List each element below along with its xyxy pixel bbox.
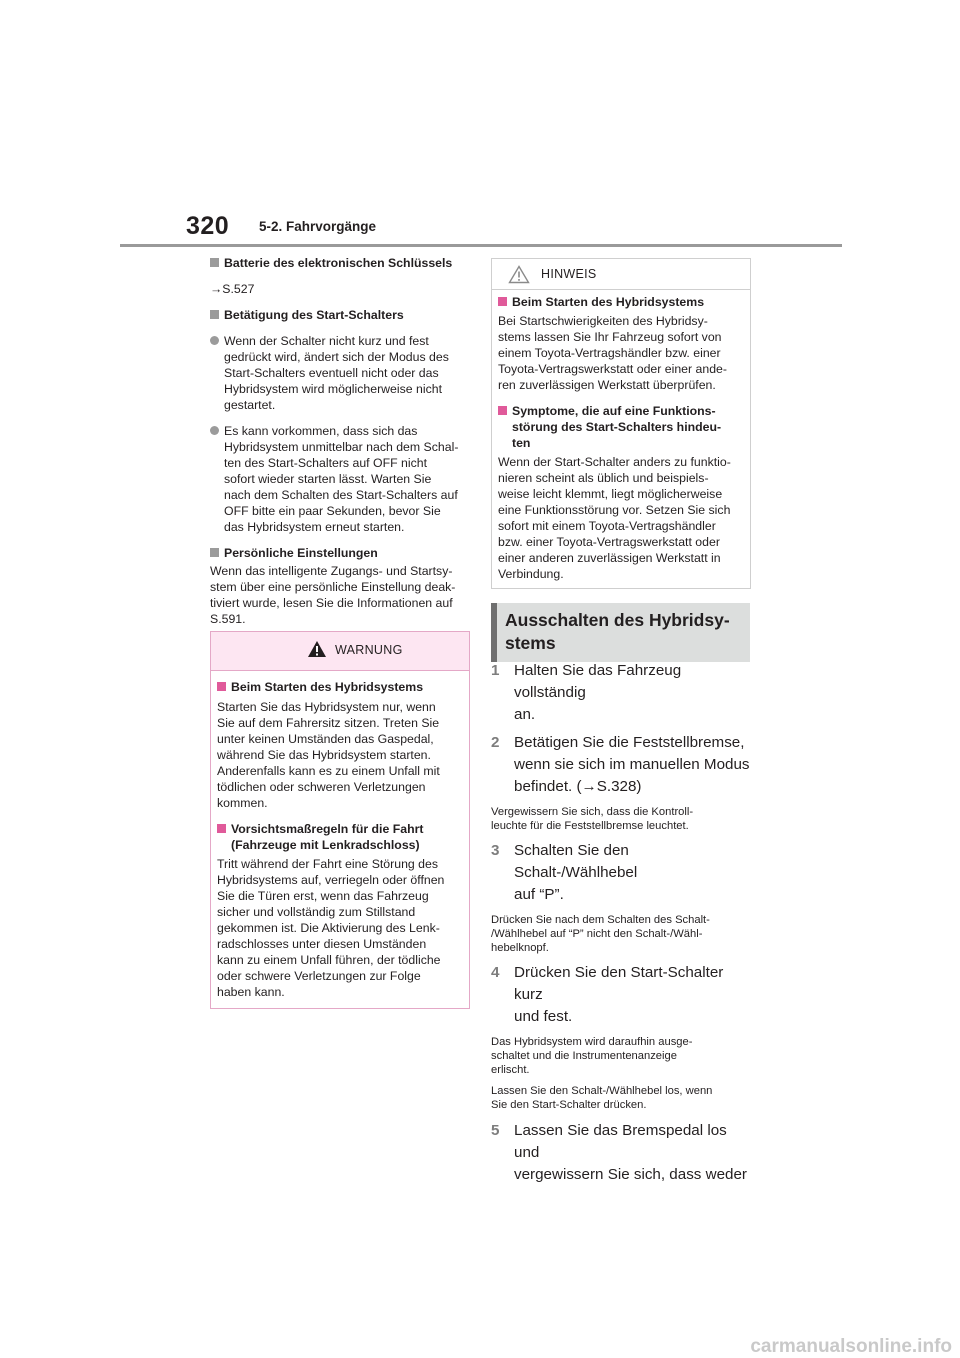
square-bullet-icon [217,682,226,691]
steps-column [491,660,751,1186]
caution-triangle-icon [508,265,530,284]
warning-heading-vorsicht: Vorsichtsmaßregeln für die Fahrt (Fahrzeuge mit Lenkradschloss) [217,821,463,853]
note-header [492,259,750,290]
header-rule [120,244,842,247]
step-note: Vergewissern Sie sich, dass die Kontroll- leuchte für die Feststellbremse leuchtet. [491,806,694,832]
square-bullet-icon [498,297,507,306]
heading-persoenliche: Persönliche Einstellungen [210,545,468,561]
warning-triangle-icon [307,640,327,658]
note-heading-start: Beim Starten des Hybridsystems [498,294,744,310]
section-title: 5-2. Fahrvorgänge [259,219,377,234]
step-note: Das Hybridsystem wird daraufhin ausge- schaltet und die Instrumentenanzeige erlischt. [491,1036,693,1076]
step-5: 5 Lassen Sie das Bremspedal los und vergewissern Sie sich, dass weder [491,1122,747,1183]
page-number: 320 [186,212,230,240]
heading-batterie: Batterie des elektronischen Schlüssels [210,255,468,271]
step-4: 4 Drücken Sie den Start-Schalter kurz und fest. [491,964,724,1025]
step-number: 5 [491,1122,500,1139]
note-label: HINWEIS [541,267,597,281]
heading-betaetigung: Betätigung des Start-Schalters [210,307,468,323]
circle-bullet-icon [210,336,219,345]
paragraph: Wenn das intelligente Zugangs- und Startsy- stem über eine persönliche Einstellung deak- tiviert wurde, lesen Sie die Informationen auf S.591. [210,564,456,626]
warning-body [211,671,469,1008]
warning-heading-start: Beim Starten des Hybridsystems [217,679,463,695]
watermark: carmanualsonline.info [750,1336,952,1357]
square-bullet-icon [210,258,219,267]
step-number: 2 [491,734,500,751]
step-note: Drücken Sie nach dem Schalten des Schalt- /Wählhebel auf “P” nicht den Schalt-/Wähl- hebelknopf. [491,914,710,954]
paragraph: Bei Startschwierigkeiten des Hybridsy- stems lassen Sie Ihr Fahrzeug sofort von einem Toyota-Vertragshändler bzw. einer Toyota-Vertragswerkstatt oder einer ande- ren zuverlässigen Werkstatt überprüfen. [498,314,727,392]
note-box [491,258,751,589]
square-bullet-icon [498,406,507,415]
circle-bullet-icon [210,426,219,435]
square-bullet-icon [210,548,219,557]
step-number: 1 [491,662,500,679]
paragraph: Starten Sie das Hybridsystem nur, wenn Sie auf dem Fahrersitz sitzen. Treten Sie unter keinen Umständen das Gaspedal, während Sie das Hybridsystem starten. Anderenfalls kann es zu einem Unfall mit tödlichen oder schweren Verletzungen kommen. [217,700,440,810]
list-item: Es kann vorkommen, dass sich das Hybridsystem unmittelbar nach dem Schal- ten des Start-Schalters auf OFF nicht sofort wieder starten lässt. Warten Sie nach dem Schalten des Start-Schalters auf OFF bitte ein paar Sekunden, bevor Sie das Hybridsystem erneut starten. [210,423,468,535]
warning-box [210,631,470,1009]
paragraph: Wenn der Start-Schalter anders zu funktio- nieren scheint als üblich und beispiels- weise leicht klemmt, liegt möglicherweise eine Funktionsstörung vor. Setzen Sie sich sofort mit einem Toyota-Vertragshändler bzw. einer Toyota-Vertragswerkstatt oder einer anderen zuverlässigen Werkstatt in Verbindung. [498,455,731,581]
paragraph: Tritt während der Fahrt eine Störung des Hybridsystems auf, verriegeln oder öffnen Sie die Türen erst, wenn das Fahrzeug sicher und vollständig zum Stillstand gekommen ist. Die Aktivierung des Lenk- radschlosses unter diesen Umständen kann zu einem Unfall führen, der tödliche oder schwere Verletzungen zur Folge haben kann. [217,857,445,999]
step-note: Lassen Sie den Schalt-/Wählhebel los, wenn Sie den Start-Schalter drücken. [491,1085,713,1111]
heading-accent-bar [491,603,497,662]
note-body [492,290,750,588]
step-1: 1 Halten Sie das Fahrzeug vollständig an. [491,662,682,723]
note-heading-symptome: Symptome, die auf eine Funktions- störung des Start-Schalters hindeu- ten [498,403,744,451]
warning-header [211,632,469,671]
square-bullet-icon [210,310,219,319]
step-2: 2 Betätigen Sie die Feststellbremse, wenn sie sich im manuellen Modus befindet. (→S.328) [491,734,750,795]
left-column [210,255,468,627]
square-bullet-icon [217,824,226,833]
step-number: 3 [491,842,500,859]
step-number: 4 [491,964,500,981]
step-3: 3 Schalten Sie den Schalt-/Wählhebel auf “P”. [491,842,638,903]
warning-label: WARNUNG [335,643,403,657]
reference-link[interactable]: →S.527 [210,282,255,296]
list-item: Wenn der Schalter nicht kurz und fest gedrückt wird, ändert sich der Modus des Start-Schalters eventuell nicht oder das Hybridsystem wird möglicherweise nicht gestartet. [210,333,468,413]
section-heading: Ausschalten des Hybridsy- stems [491,603,750,662]
